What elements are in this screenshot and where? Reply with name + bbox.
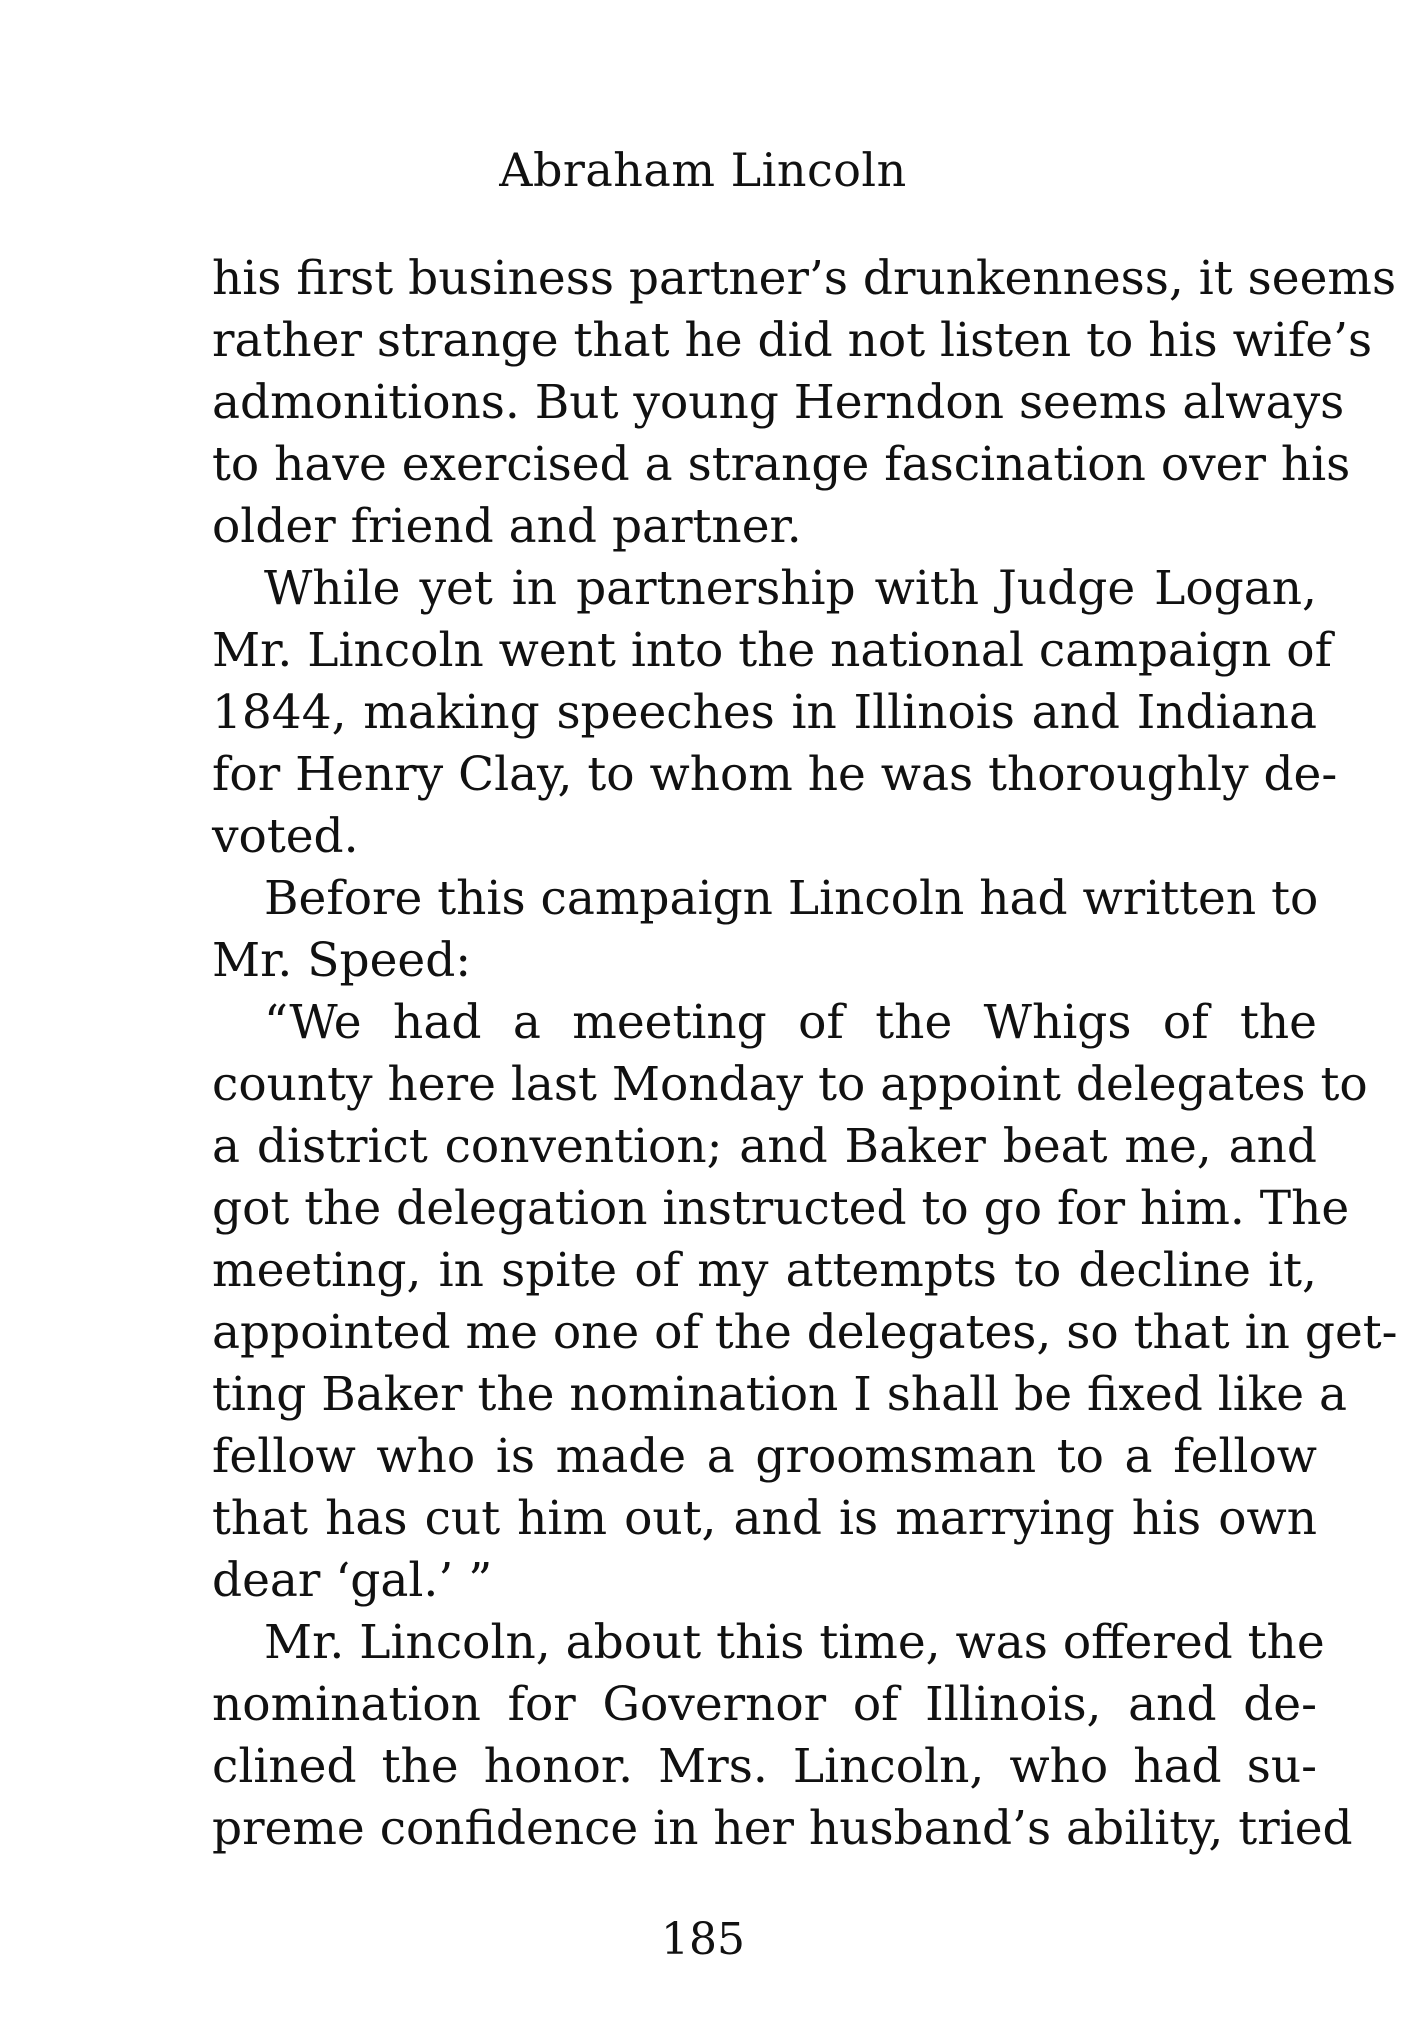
text-line: his first business partner’s drunkenness, it seems bbox=[212, 251, 1397, 306]
text-line: nomination for Governor of Illinois, and de- bbox=[212, 1677, 1317, 1732]
text-line: voted. bbox=[212, 809, 359, 864]
running-head: Abraham Lincoln bbox=[499, 143, 907, 197]
text-line: “We had a meeting of the Whigs of the bbox=[264, 995, 1317, 1050]
text-line: Mr. Lincoln, about this time, was offered the bbox=[264, 1615, 1325, 1670]
page-number: 185 bbox=[661, 1914, 745, 1965]
text-line: rather strange that he did not listen to his wife’s bbox=[212, 313, 1373, 368]
text-line: for Henry Clay, to whom he was thoroughly de- bbox=[212, 747, 1338, 802]
text-line: that has cut him out, and is marrying his own bbox=[212, 1491, 1317, 1546]
text-line: 1844, making speeches in Illinois and Indiana bbox=[212, 685, 1317, 740]
text-line: Mr. Lincoln went into the national campaign of bbox=[212, 623, 1332, 678]
text-line: got the delegation instructed to go for him. The bbox=[212, 1181, 1350, 1236]
body-text bbox=[212, 248, 1398, 1860]
text-line: Mr. Speed: bbox=[212, 933, 472, 988]
text-line: a district convention; and Baker beat me, and bbox=[212, 1119, 1317, 1174]
text-line: dear ‘gal.’ ” bbox=[212, 1553, 493, 1608]
text-line: While yet in partnership with Judge Logan, bbox=[264, 561, 1317, 616]
text-line: older friend and partner. bbox=[212, 499, 802, 554]
text-line: appointed me one of the delegates, so that in get- bbox=[212, 1305, 1398, 1360]
text-line: county here last Monday to appoint delegates to bbox=[212, 1057, 1368, 1112]
text-line: fellow who is made a groomsman to a fellow bbox=[212, 1429, 1317, 1484]
text-line: meeting, in spite of my attempts to decline it, bbox=[212, 1243, 1317, 1298]
text-line: ting Baker the nomination I shall be fixed like a bbox=[212, 1367, 1348, 1422]
text-line: clined the honor. Mrs. Lincoln, who had su- bbox=[212, 1739, 1317, 1794]
text-line: admonitions. But young Herndon seems always bbox=[212, 375, 1345, 430]
text-line: Before this campaign Lincoln had written to bbox=[264, 871, 1319, 926]
text-line: preme confidence in her husband’s ability, tried bbox=[212, 1801, 1353, 1856]
text-line: to have exercised a strange fascination over his bbox=[212, 437, 1351, 492]
